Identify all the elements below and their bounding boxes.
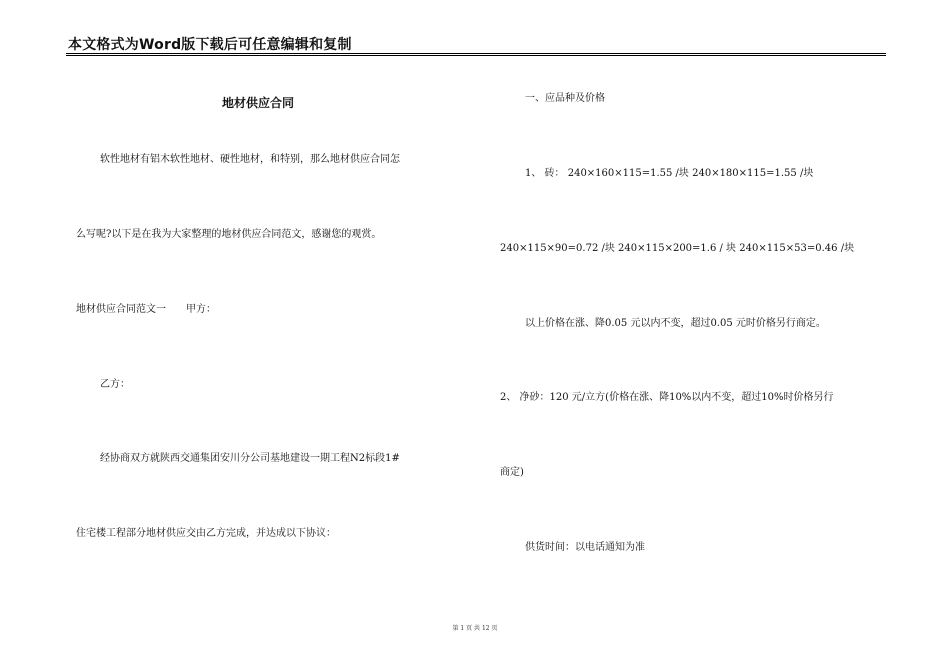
- header-banner: 本文格式为Word版下载后可任意编辑和复制: [68, 37, 352, 53]
- left-paragraph-line-2: 么写呢?以下是在我为大家整理的地材供应合同范文，感谢您的观赏。: [76, 229, 382, 240]
- right-paragraph-line-5: 2、 净砂：120 元/立方(价格在涨、降10%以内不变，超过10%时价格另行: [500, 392, 834, 403]
- right-paragraph-line-3: 240×115×90=0.72 /块 240×115×200=1.6 / 块 240×115×53=0.46 /块: [500, 243, 855, 254]
- page-indicator: 第 1 页 共 12 页: [452, 625, 498, 632]
- right-paragraph-line-6: 商定): [500, 467, 524, 478]
- header-rule-top: [66, 53, 886, 54]
- right-paragraph-line-7: 供货时间：以电话通知为准: [525, 542, 645, 553]
- header-rule-bottom: [66, 55, 886, 56]
- right-paragraph-line-1: 一、应品种及价格: [525, 93, 605, 104]
- document-title: 地材供应合同: [222, 96, 295, 110]
- right-paragraph-line-4: 以上价格在涨、降0.05 元以内不变，超过0.05 元时价格另行商定。: [525, 318, 826, 329]
- left-paragraph-line-5: 经协商双方就陕西交通集团安川分公司基地建设一期工程N2标段1#: [100, 453, 400, 464]
- right-paragraph-line-2: 1、 砖： 240×160×115=1.55 /块 240×180×115=1.55 /块: [525, 168, 814, 179]
- left-paragraph-line-3: 地材供应合同范文一 甲方：: [76, 304, 216, 315]
- left-paragraph-line-6: 住宅楼工程部分地材供应交由乙方完成，并达成以下协议：: [76, 528, 336, 539]
- left-paragraph-line-1: 软性地材有铝木软性地材、硬性地材，和特别，那么地材供应合同怎: [100, 154, 400, 165]
- left-paragraph-line-4: 乙方：: [100, 379, 130, 390]
